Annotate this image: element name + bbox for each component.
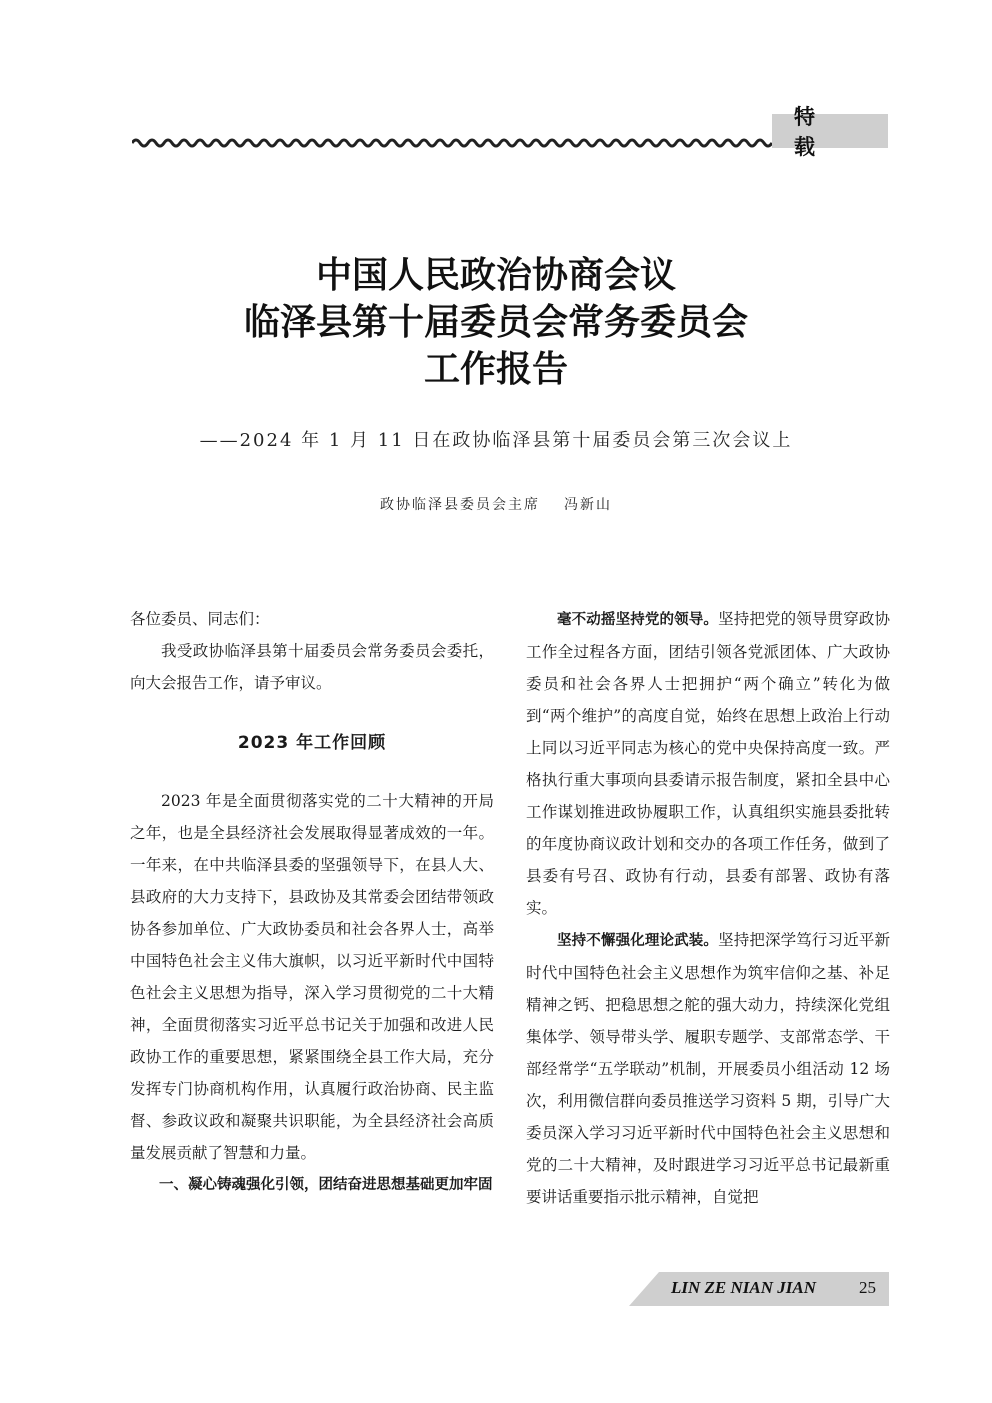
author-line bbox=[0, 494, 992, 514]
author-name: 冯新山 bbox=[564, 497, 612, 513]
author-role: 政协临泽县委员会主席 bbox=[380, 497, 540, 513]
salutation: 各位委员、同志们： bbox=[130, 610, 270, 628]
left-column bbox=[130, 603, 494, 1201]
section-heading: 2023 年工作回顾 bbox=[237, 733, 387, 753]
title-line-1: 中国人民政治协商会议 bbox=[315, 255, 676, 296]
right-column bbox=[526, 603, 890, 1213]
title-line-3: 工作报告 bbox=[423, 349, 568, 390]
page-number: 25 bbox=[859, 1278, 876, 1297]
page-footer bbox=[629, 1272, 889, 1306]
body-paragraph bbox=[526, 924, 890, 1213]
body-paragraph: 2023 年是全面贯彻落实党的二十大精神的开局之年，也是全县经济社会发展取得显著成效的一年。一年来，在中共临泽县委的坚强领导下，在县人大、县政府的大力支持下，县政协及其常委会团结带领政协各参加单位、广大政协委员和社会各界人士，高举中国特色社会主义伟大旗帜，以习近平新时代中国特色社会主义思想为指导，深入学习贯彻党的二十大精神，全面贯彻落实习近平总书记关于加强和改进人民政协工作的重要思想，紧紧围绕全县工作大局，充分发挥专门协商机构作用，认真履行政治协商、民主监督、参政议政和凝聚共识职能，为全县经济社会高质量发展贡献了智慧和力量。 bbox=[130, 792, 494, 1162]
journal-name: LIN ZE NIAN JIAN bbox=[671, 1278, 816, 1297]
body-paragraph bbox=[526, 603, 890, 924]
paragraph-body: 坚持把党的领导贯穿政协工作全过程各方面，团结引领各党派团体、广大政协委员和社会各界人士把拥护“两个确立”转化为做到“两个维护”的高度自觉，始终在思想上政治上行动上同以习近平同志为核心的党中央保持高度一致。严格执行重大事项向县委请示报告制度，紧扣全县中心工作谋划推进政协履职工作，认真组织实施县委批转的年度协商议政计划和交办的各项工作任务，做到了县委有号召、政协有行动，县委有部署、政协有落实。 bbox=[526, 610, 890, 917]
title-line-2: 临泽县第十届委员会常务委员会 bbox=[243, 302, 748, 343]
paragraph-lead: 毫不动摇坚持党的领导。 bbox=[557, 612, 719, 628]
subheading: 一、凝心铸魂强化引领，团结奋进思想基础更加牢固 bbox=[159, 1177, 493, 1193]
header-wavy-rule bbox=[132, 136, 772, 150]
section-label: 特 载 bbox=[772, 114, 888, 148]
paragraph-body: 坚持把深学笃行习近平新时代中国特色社会主义思想作为筑牢信仰之基、补足精神之钙、把稳思想之舵的强大动力，持续深化党组集体学、领导带头学、履职专题学、支部常态学、干部经常学“五学联动”机制，开展委员小组活动 12 场次，利用微信群向委员推送学习资料 5 期，引导广大委员深入学习习近平新时代中国特色社会主义思想和党的二十大精神，及时跟进学习习近平总书记最新重要讲话重要指示批示精神，自觉把 bbox=[526, 931, 890, 1206]
paragraph-lead: 坚持不懈强化理论武装。 bbox=[557, 933, 719, 949]
intro-paragraph: 我受政协临泽县第十届委员会常务委员会委托，向大会报告工作，请予审议。 bbox=[130, 642, 494, 692]
article-title bbox=[0, 252, 992, 393]
article-subtitle: ——2024 年 1 月 11 日在政协临泽县第十届委员会第三次会议上 bbox=[199, 430, 793, 451]
